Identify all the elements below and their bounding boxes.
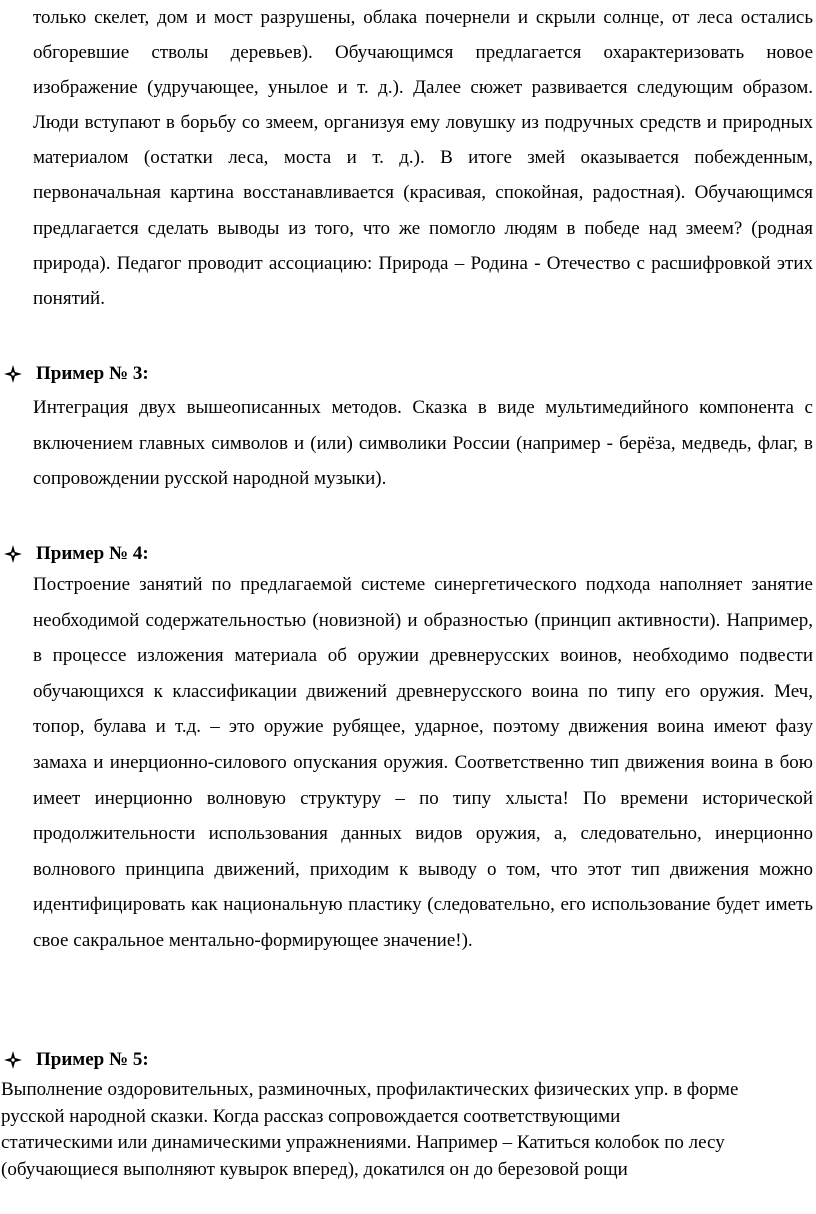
example-4-text: Построение занятий по предлагаемой системе синергетического подхода наполняет занятие необходимой содержательностью (новизной) и образностью (принцип активности). Например, в процессе изложения материала об оружии древнерусских воинов, необходимо подвести обучающихся к классификации движений древнерусского воина по типу его оружия. Меч, топор, булава и т.д. – это оружие рубящее, ударное, поэтому движения воина имеют фазу замаха и инерционно-силового опускания оружия. Соответственно тип движения воина в бою имеет инерционно волновую структуру – по типу хлыста! По времени исторической продолжительности использования данных видов оружия, а, следовательно, инерционно волнового принципа движений, приходим к выводу о том, что этот тип движения можно идентифицировать как национальную пластику (следовательно, его использование будет иметь свое сакральное ментально-формирующее значение!). xyxy=(33,574,813,951)
paragraph-intro: только скелет, дом и мост разрушены, облака почернели и скрыли солнце, от леса остались обгоревшие стволы деревьев). Обучающимся предлагается охарактеризовать новое изображение (удручающее, унылое и т. д.). Далее сюжет развивается следующим образом. Люди вступают в борьбу со змеем, организуя ему ловушку из подручных средств и природных материалом (остатки леса, моста и т. д.). В итоге змей оказывается побежденным, первоначальная картина восстанавливается (красивая, спокойная, радостная). Обучающимся предлагается сделать выводы из того, что же помогло людям в победе над змеем? (родная природа). Педагог проводит ассоциацию: Природа – Родина - Отечество с расшифровкой этих понятий. xyxy=(33,7,813,309)
example-3-text: Интеграция двух вышеописанных методов. Сказка в виде мультимедийного компонента с включением главных символов и (или) символики России (например - берёза, медведь, флаг, в сопровождении русской народной музыки). xyxy=(33,397,813,490)
example-3-heading-text: Пример № 3: xyxy=(36,363,149,384)
example-3-heading xyxy=(4,361,149,387)
example-4-heading xyxy=(4,541,149,567)
example-5-line: Выполнение оздоровительных, разминочных, профилактических физических упр. в форме xyxy=(1,1079,739,1100)
diamond-bullet-icon xyxy=(4,545,22,563)
diamond-bullet-icon xyxy=(4,1051,22,1069)
example-4-heading-text: Пример № 4: xyxy=(36,543,149,564)
example-5-line: статическими или динамическими упражнениями. Например – Катиться колобок по лесу xyxy=(1,1132,725,1153)
example-5-heading-text: Пример № 5: xyxy=(36,1049,149,1070)
diamond-bullet-icon xyxy=(4,365,22,383)
example-5-heading xyxy=(4,1047,149,1073)
example-5-text xyxy=(1,1077,805,1183)
example-5-line: (обучающиеся выполняют кувырок вперед), докатился он до березовой рощи xyxy=(1,1158,628,1180)
example-5-line: русской народной сказки. Когда рассказ сопровождается соответствующими xyxy=(1,1105,621,1127)
